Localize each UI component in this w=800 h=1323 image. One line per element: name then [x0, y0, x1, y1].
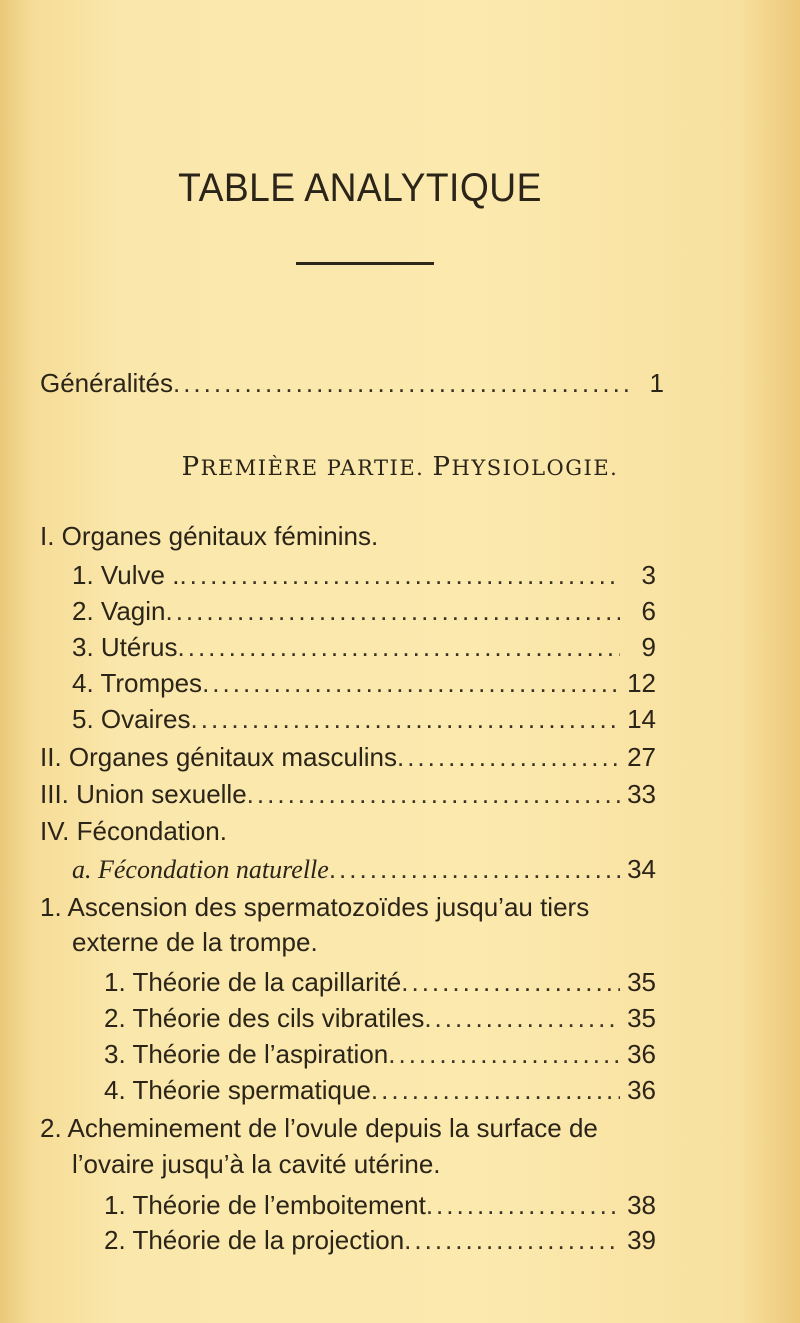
- toc-entry: 2. Vagin ..... 6: [72, 596, 656, 626]
- leader-dots: [371, 1075, 620, 1105]
- toc-entry-subsection-a: a. Fécondation naturelle ..... 34: [72, 854, 656, 885]
- part-heading: PREMIÈRE PARTIE. PHYSIOLOGIE.: [181, 452, 619, 482]
- toc-entry: 5. Ovaires ..... 14: [72, 704, 656, 734]
- toc-entry-section-2: II. Organes génitaux masculins ..... 27: [40, 742, 656, 772]
- leader-dots: [179, 560, 620, 590]
- toc-entry: 3. Théorie de l’aspiration ..... 36: [104, 1039, 656, 1069]
- point-1-line-2: externe de la trompe.: [72, 927, 318, 957]
- toc-label: Généralités: [40, 368, 173, 398]
- leader-dots: [397, 742, 620, 772]
- leader-dots: [401, 967, 620, 997]
- page-title: TABLE ANALYTIQUE: [178, 166, 542, 210]
- leader-dots: [173, 368, 628, 398]
- toc-entry: 1. Théorie de l’emboitement ..... 38: [104, 1190, 656, 1220]
- leader-dots: [329, 854, 620, 884]
- toc-entry: 4. Trompes ..... 12: [72, 668, 656, 698]
- toc-entry: 2. Théorie de la projection ..... 39: [104, 1225, 656, 1255]
- section-heading-1: I. Organes génitaux féminins.: [40, 521, 379, 551]
- leader-dots: [388, 1039, 620, 1069]
- leader-dots: [247, 779, 620, 809]
- title-rule: [296, 262, 434, 265]
- leader-dots: [165, 596, 620, 626]
- leader-dots: [191, 704, 621, 734]
- leader-dots: [426, 1190, 620, 1220]
- toc-entry: 1. Théorie de la capillarité ..... 35: [104, 967, 656, 997]
- toc-entry-generalites: [40, 368, 664, 398]
- point-2-line-2: l’ovaire jusqu’à la cavité utérine.: [72, 1149, 441, 1179]
- toc-page-number: 1: [649, 368, 664, 398]
- leader-dots: [404, 1225, 620, 1255]
- leader-dots: [202, 668, 620, 698]
- leader-dots: [178, 632, 621, 662]
- section-heading-4: IV. Fécondation.: [40, 816, 227, 846]
- point-2-line-1: 2. Acheminement de l’ovule depuis la surface de: [40, 1113, 598, 1143]
- point-1-line-1: 1. Ascension des spermatozoïdes jusqu’au tiers: [40, 892, 590, 922]
- toc-entry: 3. Utérus ..... 9: [72, 632, 656, 662]
- toc-entry: 2. Théorie des cils vibratiles ..... 35: [104, 1003, 656, 1033]
- toc-entry: 1. Vulve . ..... 3: [72, 560, 656, 590]
- toc-entry: 4. Théorie spermatique ..... 36: [104, 1075, 656, 1105]
- leader-dots: [424, 1003, 620, 1033]
- toc-entry-section-3: III. Union sexuelle ..... 33: [40, 779, 656, 809]
